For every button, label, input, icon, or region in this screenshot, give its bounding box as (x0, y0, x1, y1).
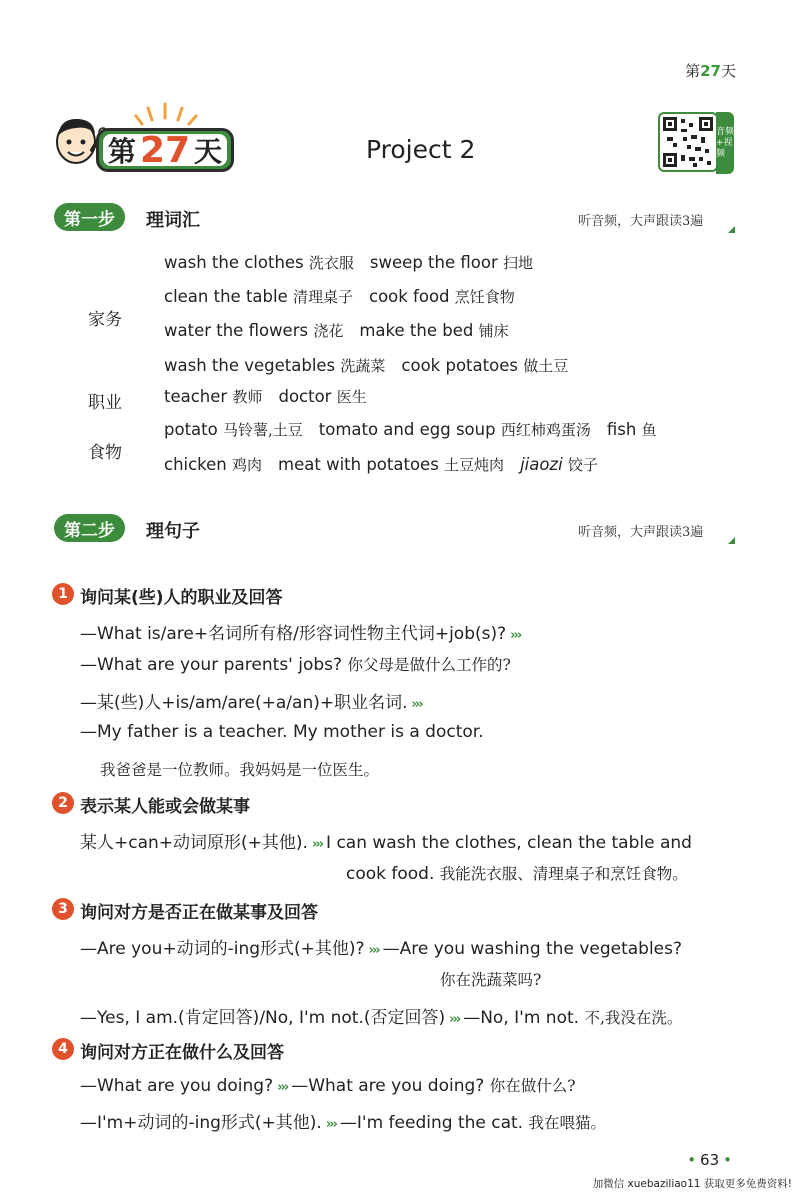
step2-title: 理句子 (146, 521, 200, 542)
arrow-icon: ››› (368, 943, 379, 958)
hint-marker-icon (728, 537, 735, 544)
category-housework: 家务 (88, 310, 122, 330)
step1-title: 理词汇 (146, 210, 200, 231)
arrow-icon: ››› (510, 628, 521, 643)
sentence-line: —Are you+动词的-ing形式(+其他)? ››› —Are you washing the vegetables? (80, 939, 683, 959)
vocab-row: teacher 教师 doctor 医生 (164, 387, 367, 406)
sentence-heading: 表示某人能或会做某事 (80, 797, 250, 817)
number-badge: 3 (52, 898, 74, 920)
step1-pill: 第一步 (54, 203, 125, 231)
arrow-icon: ››› (449, 1012, 460, 1027)
sentence-line: —I'm+动词的-ing形式(+其他). ››› —I'm feeding the cat. 我在喂猫。 (80, 1113, 607, 1133)
day-badge: 第 27 天 (96, 128, 234, 172)
sun-rays-decoration (132, 98, 202, 128)
sentence-heading: 询问对方正在做什么及回答 (80, 1043, 284, 1063)
number-badge: 4 (52, 1038, 74, 1060)
arrow-icon: ››› (277, 1080, 288, 1095)
arrow-icon: ››› (411, 697, 422, 712)
category-food: 食物 (88, 443, 122, 463)
qr-code-icon[interactable] (658, 112, 718, 172)
sentence-translation: 你在洗蔬菜吗? (440, 971, 542, 989)
sentence-line: —My father is a teacher. My mother is a doctor. (80, 722, 484, 742)
sentence-line: 某人+can+动词原形(+其他). ››› I can wash the clothes, clean the table and (80, 833, 692, 853)
page-title: Project 2 (366, 135, 476, 164)
sentence-heading: 询问某(些)人的职业及回答 (80, 588, 283, 608)
hint-marker-icon (728, 226, 735, 233)
sentence-line: —Yes, I am.(肯定回答)/No, I'm not.(否定回答) ››› —No, I'm not. 不,我没在洗。 (80, 1008, 683, 1028)
vocab-row: water the flowers 浇花 make the bed 铺床 (164, 321, 509, 340)
step1-hint: 听音频，大声跟读3遍 (578, 214, 704, 229)
vocab-row: chicken 鸡肉 meat with potatoes 土豆炖肉 jiaozi 饺子 (164, 455, 598, 474)
sentence-line: —What is/are+名词所有格/形容词性物主代词+job(s)? ››› (80, 624, 521, 644)
sentence-line: cook food. 我能洗衣服、清理桌子和烹饪食物。 (346, 864, 688, 884)
vocab-row: potato 马铃薯,土豆 tomato and egg soup 西红柿鸡蛋汤 fish 鱼 (164, 420, 657, 439)
qr-side-label: 音频+视频 (716, 112, 734, 174)
step2-hint: 听音频，大声跟读3遍 (578, 525, 704, 540)
arrow-icon: ››› (325, 1117, 336, 1132)
qr-pattern (663, 117, 713, 167)
vocab-row: wash the clothes 洗衣服 sweep the floor 扫地 (164, 253, 533, 272)
step2-pill: 第二步 (54, 514, 125, 542)
number-badge: 2 (52, 792, 74, 814)
sentence-heading: 询问对方是否正在做某事及回答 (80, 903, 318, 923)
vocab-row: clean the table 清理桌子 cook food 烹饪食物 (164, 287, 515, 306)
sentence-line: —What are your parents' jobs? 你父母是做什么工作的? (80, 655, 511, 675)
sentence-translation: 我爸爸是一位教师。我妈妈是一位医生。 (100, 761, 380, 779)
page-number: • 63 • (687, 1151, 732, 1169)
corner-day-label: 第27天 (685, 62, 736, 80)
arrow-icon: ››› (311, 837, 323, 852)
number-badge: 1 (52, 583, 74, 605)
sentence-line: —What are you doing? ››› —What are you doing? 你在做什么? (80, 1076, 576, 1096)
vocab-row: wash the vegetables 洗蔬菜 cook potatoes 做土豆 (164, 356, 569, 375)
footer-note: 加微信 xuebaziliao11 获取更多免费资料! (592, 1178, 792, 1190)
sentence-line: —某(些)人+is/am/are(+a/an)+职业名词. ››› (80, 693, 422, 713)
category-jobs: 职业 (88, 393, 122, 413)
